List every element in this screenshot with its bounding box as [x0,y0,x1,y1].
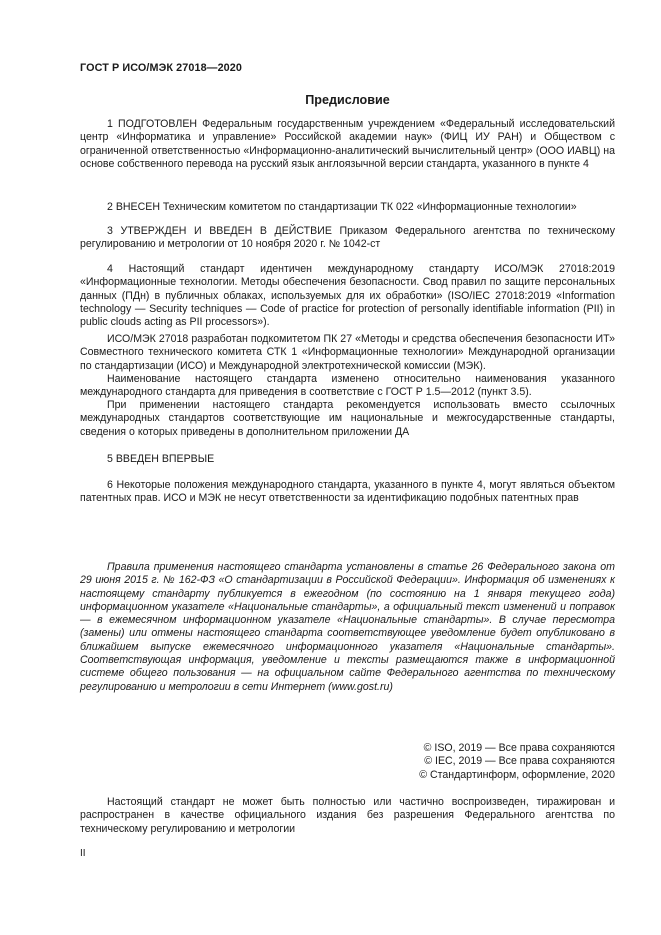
paragraph-4-developed-by: ИСО/МЭК 27018 разработан подкомитетом ПК 27 «Методы и средства обеспечения безопасности ИТ» Совместного технического комитета СТК 1 «Информационные технологии» Международной организации по стандартизации (ИСО) и Международной электротехнической комиссии (МЭК). [80,333,615,372]
paragraph-4-references: При применении настоящего стандарта рекомендуется использовать вместо ссылочных международных стандартов соответствующие им национальные и межгосударственные стандарты, сведения о которых приведены в дополнительном приложении ДА [80,399,615,438]
paragraph-3-approved: 3 УТВЕРЖДЕН И ВВЕДЕН В ДЕЙСТВИЕ Приказом Федерального агентства по техническому регулированию и метрологии от 10 ноября 2020 г. № 1042-ст [80,225,615,251]
paragraph-4-name-changed: Наименование настоящего стандарта изменено относительно наименования указанного международного стандарта для приведения в соответствие с ГОСТ Р 1.5—2012 (пункт 3.5). [80,373,615,399]
copyright-iso: © ISO, 2019 — Все права сохраняются [423,742,615,754]
paragraph-4-identical: 4 Настоящий стандарт идентичен международному стандарту ИСО/МЭК 27018:2019 «Информационные технологии. Методы обеспечения безопасности. Свод правил по защите персональных данных (ПДн) в публичных облаках, используемых для их обработки» (ISO/IEC 27018:2019 «Information technology — Security techniques — Code of practice for protection of personally identifiable information (PII) in public clouds acting as PII processors»). [80,263,615,329]
page-number: II [80,848,86,859]
application-rules-notice: Правила применения настоящего стандарта установлены в статье 26 Федерального закона от 29 июня 2015 г. № 162-ФЗ «О стандартизации в Российской Федерации». Информация об изменениях к настоящему стандарту публикуется в ежегодном (по состоянию на 1 января текущего года) информационном указателе «Национальные стандарты», а официальный текст изменений и поправок — в ежемесячном информационном указателе «Национальные стандарты». В случае пересмотра (замены) или отмены настоящего стандарта соответствующее уведомление будет опубликовано в ближайшем выпуске ежемесячного информационного указателя «Национальные стандарты». Соответствующая информация, уведомление и тексты размещаются также в информационной системе общего пользования — на официальном сайте Федерального агентства по техническому регулированию и метрологии в сети Интернет (www.gost.ru) [80,561,615,693]
page-title: Предисловие [305,93,390,107]
copyright-standartinform: © Стандартинформ, оформление, 2020 [419,768,615,781]
document-header: ГОСТ Р ИСО/МЭК 27018—2020 [80,62,242,74]
copyright-iec: © IEC, 2019 — Все права сохраняются [424,755,615,768]
paragraph-5-first-introduced: 5 ВВЕДЕН ВПЕРВЫЕ [107,453,215,465]
paragraph-1-prepared: 1 ПОДГОТОВЛЕН Федеральным государственным учреждением «Федеральный исследовательский центр «Информатика и управление» Российской академии наук» (ФИЦ ИУ РАН) и Обществом с ограниченной ответственностью «Информационно-аналитический вычислительный центр» (ООО ИАВЦ) на основе собственного перевода на русский язык англоязычной версии стандарта, указанного в пункте 4 [80,118,615,170]
reproduction-notice: Настоящий стандарт не может быть полностью или частично воспроизведен, тиражирован и распространен в качестве официального издания без разрешения Федерального агентства по техническому регулированию и метрологии [80,796,615,835]
copyright-block [419,742,615,782]
paragraph-6-patents: 6 Некоторые положения международного стандарта, указанного в пункте 4, могут являться объектом патентных прав. ИСО и МЭК не несут ответственности за идентификацию подобных патентных прав [80,479,615,505]
paragraph-2-submitted: 2 ВНЕСЕН Техническим комитетом по стандартизации ТК 022 «Информационные технологии» [107,201,577,213]
